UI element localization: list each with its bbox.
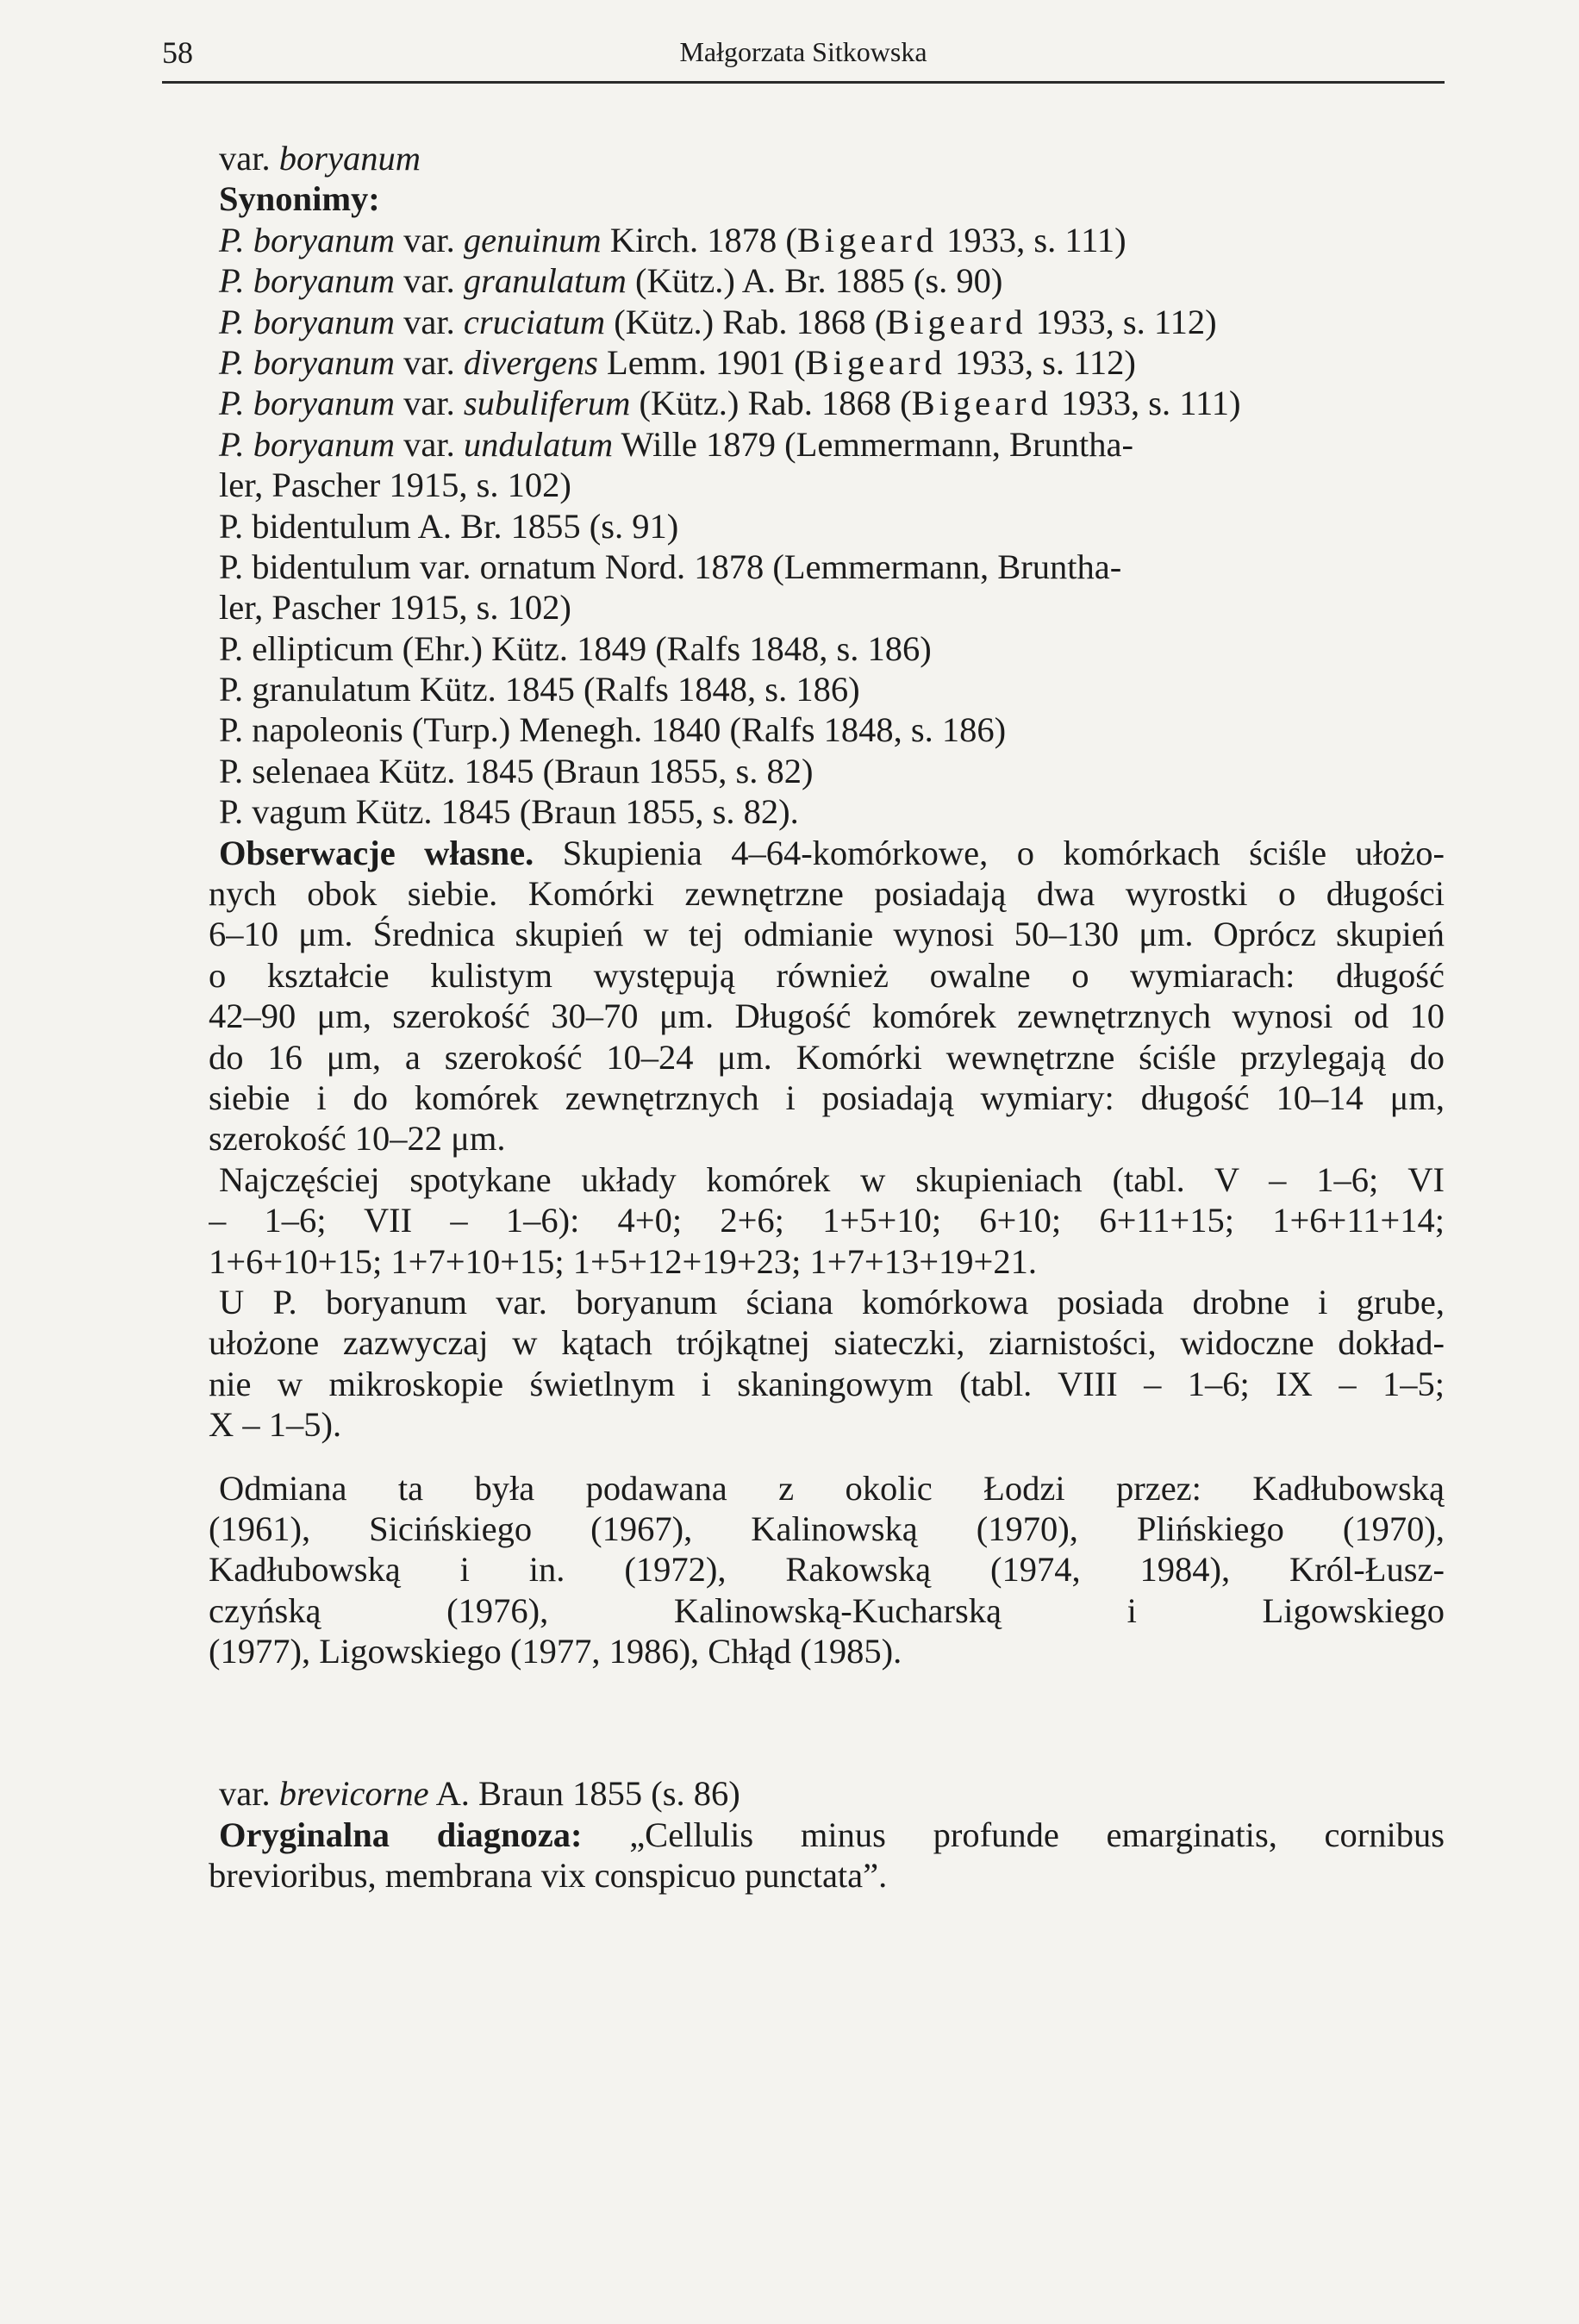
synonym-line: P. boryanum var. genuinum Kirch. 1878 (Bigeard 1933, s. 111): [219, 220, 1127, 259]
wall-line: nie w mikroskopie świetlnym i skaningowym (tabl. VIII – 1–6; IX – 1–5;: [209, 1364, 1445, 1403]
page-header: [162, 33, 1445, 84]
synonym-line: P. boryanum var. divergens Lemm. 1901 (Bigeard 1933, s. 112): [219, 342, 1136, 382]
arrangements-line: – 1–6; VII – 1–6): 4+0; 2+6; 1+5+10; 6+10; 6+11+15; 1+6+11+14;: [209, 1201, 1445, 1240]
wall-line: U P. boryanum var. boryanum ściana komórkowa posiada drobne i grube,: [219, 1282, 1445, 1321]
body-text: [209, 138, 1445, 1896]
observations-line: 42–90 μm, szerokość 30–70 μm. Długość komórek zewnętrznych wynosi od 10: [209, 996, 1445, 1036]
observations-line: nych obok siebie. Komórki zewnętrzne posiadają dwa wyrostki o długości: [209, 874, 1445, 914]
records-line: Kadłubowską i in. (1972), Rakowską (1974, 1984), Król-Łusz-: [209, 1550, 1445, 1590]
variety-heading-brevicorne: var. brevicorne A. Braun 1855 (s. 86): [219, 1774, 740, 1814]
synonym-line: P. ellipticum (Ehr.) Kütz. 1849 (Ralfs 1848, s. 186): [219, 628, 932, 668]
observations-line: o kształcie kulistym występują również owalne o wymiarach: długość: [209, 955, 1445, 995]
diagnosis-line: Oryginalna diagnoza: „Cellulis minus profunde emarginatis, cornibus: [219, 1815, 1445, 1854]
wall-line: X – 1–5).: [209, 1405, 342, 1445]
observations-line: siebie i do komórek zewnętrznych i posiadają wymiary: długość 10–14 μm,: [209, 1078, 1445, 1117]
synonym-line: P. vagum Kütz. 1845 (Braun 1855, s. 82).: [219, 792, 799, 832]
synonym-line: P. selenaea Kütz. 1845 (Braun 1855, s. 82): [219, 751, 814, 790]
running-title-author: Małgorzata Sitkowska: [679, 36, 927, 67]
synonym-line: P. bidentulum A. Br. 1855 (s. 91): [219, 506, 679, 546]
synonyms-heading: Synonimy:: [219, 179, 380, 219]
synonym-line: P. granulatum Kütz. 1845 (Ralfs 1848, s. 186): [219, 670, 860, 709]
variety-name: boryanum: [278, 139, 421, 178]
observations-line: szerokość 10–22 μm.: [209, 1119, 506, 1159]
records-line: czyńską (1976), Kalinowską-Kucharską i Ligowskiego: [209, 1590, 1445, 1630]
arrangements-line: 1+6+10+15; 1+7+10+15; 1+5+12+19+23; 1+7+13+19+21.: [209, 1241, 1038, 1281]
synonym-line: P. napoleonis (Turp.) Menegh. 1840 (Ralfs 1848, s. 186): [219, 710, 1007, 750]
page-number: 58: [162, 35, 193, 70]
observations-line: do 16 μm, a szerokość 10–24 μm. Komórki wewnętrzne ściśle przylegają do: [209, 1037, 1445, 1077]
synonym-line: P. boryanum var. granulatum (Kütz.) A. Br. 1885 (s. 90): [219, 261, 1003, 301]
records-line: (1961), Sicińskiego (1967), Kalinowską (1970), Plińskiego (1970),: [209, 1509, 1445, 1548]
synonym-line: P. boryanum var. subuliferum (Kütz.) Rab. 1868 (Bigeard 1933, s. 111): [219, 384, 1241, 423]
diagnosis-heading: Oryginalna diagnoza:: [219, 1815, 583, 1854]
records-line: (1977), Ligowskiego (1977, 1986), Chłąd (1985).: [209, 1632, 902, 1671]
variety-name: brevicorne: [278, 1774, 429, 1814]
synonym-line: P. bidentulum var. ornatum Nord. 1878 (Lemmermann, Bruntha-: [219, 547, 1122, 586]
diagnosis-line: brevioribus, membrana vix conspicuo punctata”.: [209, 1856, 888, 1896]
variety-heading: var. boryanum: [219, 139, 421, 178]
wall-line: ułożone zazwyczaj w kątach trójkątnej siateczki, ziarnistości, widoczne dokład-: [209, 1323, 1445, 1363]
records-line: Odmiana ta była podawana z okolic Łodzi przez: Kadłubowską: [219, 1468, 1445, 1508]
synonym-line-continuation: ler, Pascher 1915, s. 102): [219, 588, 571, 628]
synonym-line-continuation: ler, Pascher 1915, s. 102): [219, 465, 571, 505]
synonym-line: P. boryanum var. undulatum Wille 1879 (Lemmermann, Bruntha-: [219, 424, 1133, 464]
observations-line: 6–10 μm. Średnica skupień w tej odmianie wynosi 50–130 μm. Oprócz skupień: [209, 915, 1445, 954]
observations-line: Obserwacje własne. Skupienia 4–64-komórkowe, o komórkach ściśle ułożo-: [219, 833, 1445, 872]
synonym-line: P. boryanum var. cruciatum (Kütz.) Rab. 1868 (Bigeard 1933, s. 112): [219, 302, 1217, 341]
arrangements-line: Najczęściej spotykane układy komórek w skupieniach (tabl. V – 1–6; VI: [219, 1159, 1445, 1199]
observations-heading: Obserwacje własne.: [219, 833, 534, 872]
